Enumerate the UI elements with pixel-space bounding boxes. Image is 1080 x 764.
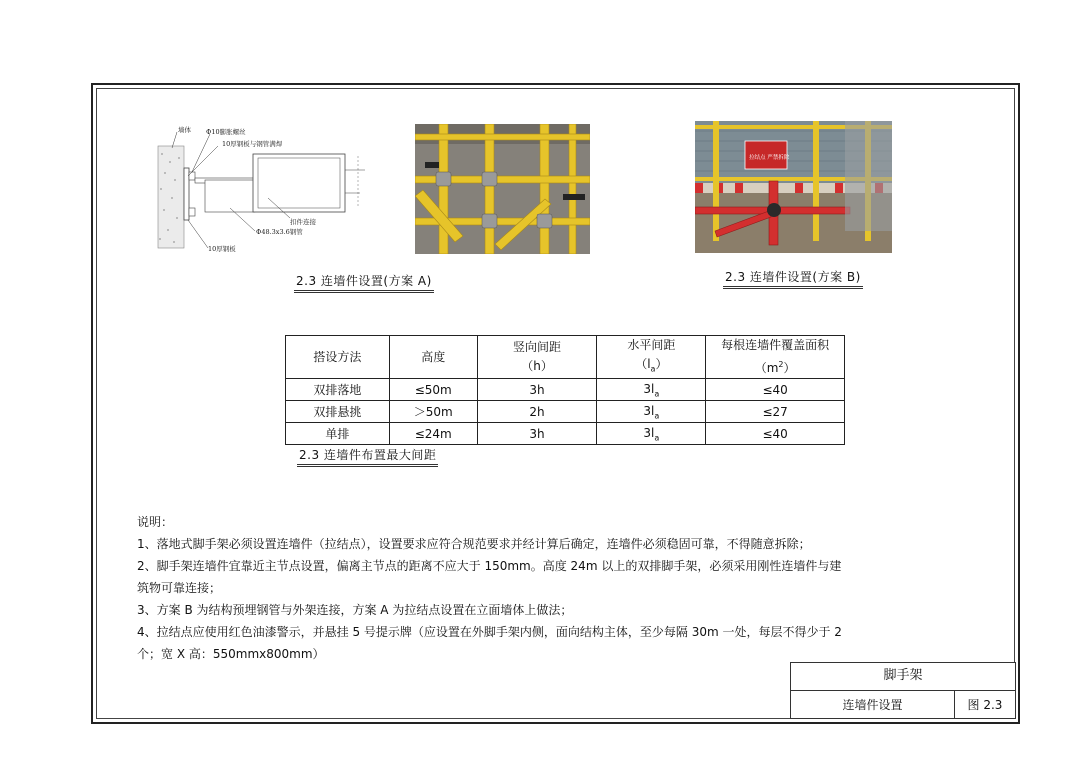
scheme-b-photo xyxy=(695,121,892,253)
title-block-subject: 连墙件设置 xyxy=(791,691,955,719)
row-horizontal xyxy=(597,401,706,423)
row-horizontal-sub: a xyxy=(654,389,660,399)
row-horizontal-value: 3l xyxy=(643,381,655,396)
row-method: 双排悬挑 xyxy=(286,401,390,423)
row-height: ≤24m xyxy=(389,423,477,445)
note-line: 筑物可靠连接； xyxy=(137,581,222,595)
plate-weld-label: 10厚钢板与钢管满焊 xyxy=(222,140,283,148)
spacing-table xyxy=(285,335,845,445)
title-block-figure: 图 2.3 xyxy=(967,698,1003,712)
header-method: 搭设方法 xyxy=(286,336,390,379)
notes-section xyxy=(137,511,927,665)
row-area: ≤40 xyxy=(706,379,845,401)
header-horizontal-unit-close: ） xyxy=(655,357,668,371)
note-line: 2、脚手架连墙件宜靠近主节点设置，偏离主节点的距离不应大于 150mm。高度 24m 以上的双排脚手架，必须采用刚性连墙件与建 xyxy=(137,559,842,573)
header-area-unit-close: ） xyxy=(783,361,796,376)
header-area-unit-sup: 2 xyxy=(778,360,784,370)
table-header-row xyxy=(286,336,845,379)
scheme-b-caption: 2.3 连墙件设置(方案 B) xyxy=(723,268,863,289)
table-row xyxy=(286,423,845,445)
row-method: 双排落地 xyxy=(286,379,390,401)
header-vertical xyxy=(477,336,597,379)
note-line: 3、方案 B 为结构预埋钢管与外架连接，方案 A 为拉结点设置在立面墙体上做法； xyxy=(137,603,573,617)
fastener-label: 扣件连接 xyxy=(290,218,316,226)
bolt-label: Φ10膨胀螺丝 xyxy=(206,128,246,136)
row-height: ≤50m xyxy=(389,379,477,401)
header-area-label: 每根连墙件覆盖面积 xyxy=(721,338,830,353)
header-horizontal-unit-open: （l xyxy=(635,357,651,371)
row-method: 单排 xyxy=(286,423,390,445)
row-horizontal-sub: a xyxy=(654,433,660,443)
row-horizontal xyxy=(597,379,706,401)
plate-label: 10厚钢板 xyxy=(208,245,236,253)
header-area-unit-open: （m xyxy=(754,361,779,376)
table-row xyxy=(286,379,845,401)
table-caption: 2.3 连墙件布置最大间距 xyxy=(297,446,438,467)
row-vertical: 2h xyxy=(477,401,597,423)
row-horizontal-sub: a xyxy=(654,411,660,421)
header-horizontal-label: 水平间距 xyxy=(627,338,676,352)
title-block xyxy=(790,662,1016,719)
row-horizontal-value: 3l xyxy=(643,425,655,440)
header-horizontal xyxy=(597,336,706,379)
warning-sign-text: 拉结点 严禁拆除 xyxy=(749,155,790,161)
table-row xyxy=(286,401,845,423)
scheme-a-caption: 2.3 连墙件设置(方案 A) xyxy=(294,272,434,293)
header-vertical-unit: （h） xyxy=(521,359,553,374)
header-horizontal-unit-sub: a xyxy=(650,364,656,374)
row-horizontal xyxy=(597,423,706,445)
note-line: 4、拉结点应使用红色油漆警示，并悬挂 5 号提示牌（应设置在外脚手架内侧，面向结构主体，至少每隔 30m 一处，每层不得少于 2 xyxy=(137,625,842,639)
notes-title: 说明： xyxy=(137,515,174,529)
pipe-label: Φ48.3x3.6钢管 xyxy=(256,228,303,236)
row-horizontal-value: 3l xyxy=(643,403,655,418)
header-height: 高度 xyxy=(389,336,477,379)
scheme-a-drawing xyxy=(150,118,370,260)
row-height: ＞50m xyxy=(389,401,477,423)
row-vertical: 3h xyxy=(477,379,597,401)
row-area: ≤40 xyxy=(706,423,845,445)
title-block-project: 脚手架 xyxy=(791,663,1015,691)
header-area xyxy=(706,336,845,379)
note-line: 1、落地式脚手架必须设置连墙件（拉结点），设置要求应符合规范要求并经计算后确定，连墙件必须稳固可靠，不得随意拆除； xyxy=(137,537,811,551)
scheme-a-photo xyxy=(415,124,590,254)
wall-label: 墙体 xyxy=(178,126,191,134)
header-vertical-label: 竖向间距 xyxy=(513,340,562,355)
note-line: 个；宽 X 高：550mmx800mm） xyxy=(137,647,325,661)
row-vertical: 3h xyxy=(477,423,597,445)
row-area: ≤27 xyxy=(706,401,845,423)
